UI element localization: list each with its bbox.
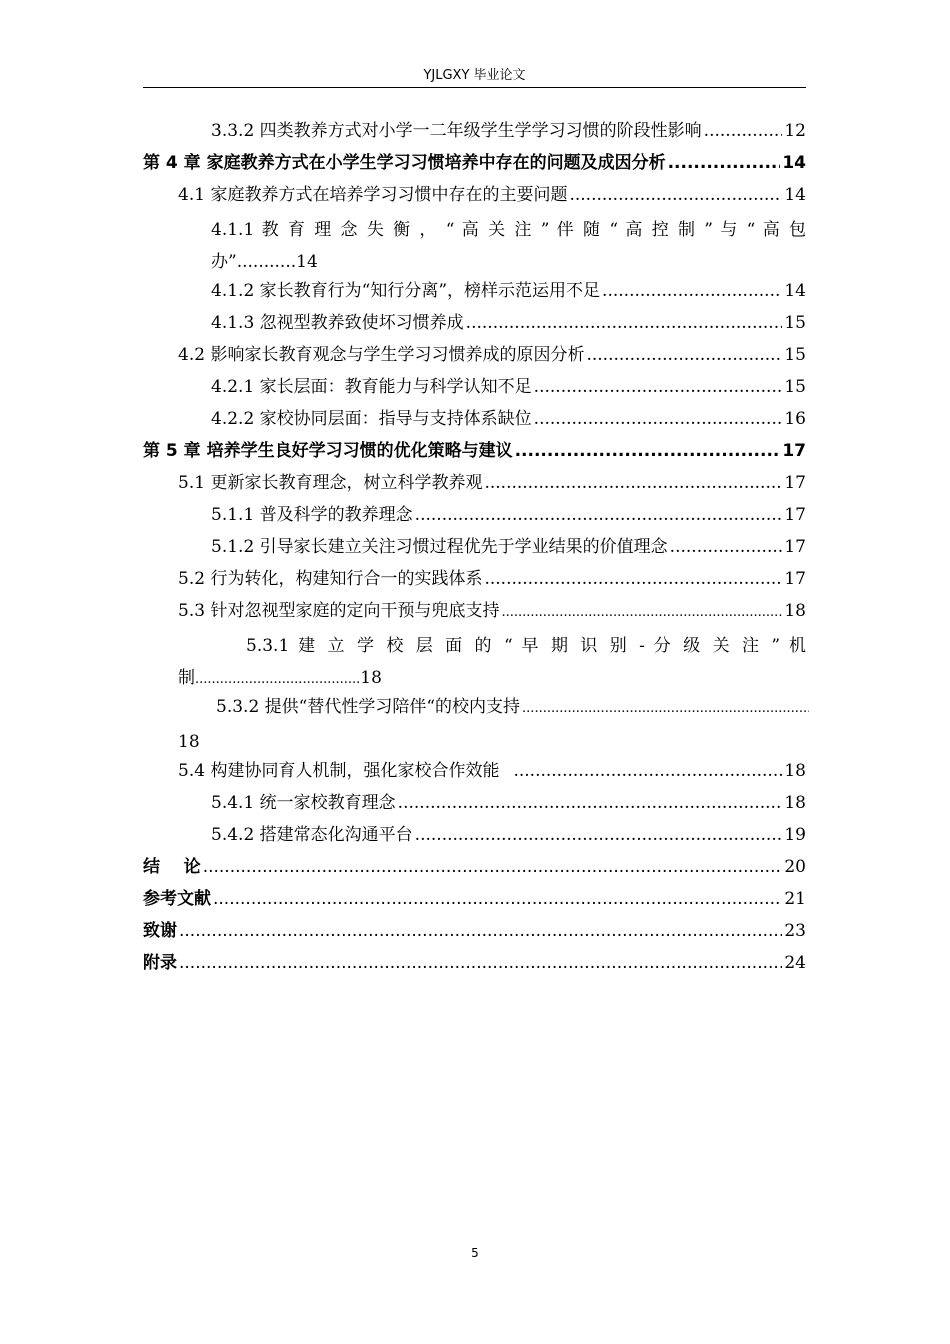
toc-leader-dots xyxy=(466,310,783,336)
toc-page-number: 17 xyxy=(784,505,806,525)
toc-entry-5-3[interactable] xyxy=(143,598,806,630)
toc-entry-title-continued: 制 xyxy=(178,668,195,688)
toc-leader-dots xyxy=(484,566,782,592)
toc-entry-title: 附录 xyxy=(143,953,177,973)
toc-entry-title: 4.2.1 家长层面：教育能力与科学认知不足 xyxy=(211,377,532,397)
toc-entry-5-1[interactable] xyxy=(143,470,806,502)
toc-entry-5-4[interactable] xyxy=(143,758,806,790)
toc-entry-title: 4.1 家庭教养方式在培养学习习惯中存在的主要问题 xyxy=(178,185,568,205)
toc-entry-title: 3.3.2 四类教养方式对小学一二年级学生学学习习惯的阶段性影响 xyxy=(211,121,702,141)
toc-leader-dots xyxy=(415,822,783,848)
toc-page-number: 20 xyxy=(784,857,806,877)
toc-entry-4-1-3[interactable] xyxy=(143,310,806,342)
toc-page-number: 14 xyxy=(296,252,318,272)
toc-leader-dots xyxy=(203,854,783,880)
toc-leader-dots xyxy=(179,918,782,944)
toc-entry-5-3-2[interactable] xyxy=(143,694,806,758)
toc-page-number: 17 xyxy=(784,537,806,557)
toc-page-number: 18 xyxy=(784,793,806,813)
toc-page-number: 14 xyxy=(784,281,806,301)
toc-entry-title: 5.1 更新家长教育理念，树立科学教养观 xyxy=(178,473,483,493)
toc-leader-dots xyxy=(515,438,781,464)
toc-entry-title: 4.2.2 家校协同层面：指导与支持体系缺位 xyxy=(211,409,532,429)
toc-entry-title: 结 论 xyxy=(143,857,201,877)
toc-entry-5-1-2[interactable] xyxy=(143,534,806,566)
toc-entry-title: 5.3.2 提供“替代性学习陪伴“的校内支持 xyxy=(216,697,521,717)
toc-leader-dots xyxy=(415,502,783,528)
toc-page-number: 21 xyxy=(784,889,806,909)
toc-page-number: 17 xyxy=(782,441,806,461)
toc-entry-title: 5.1.1 普及科学的教养理念 xyxy=(211,505,413,525)
toc-entry-title: 5.4.1 统一家校教育理念 xyxy=(211,793,396,813)
toc-page-number: 18 xyxy=(178,732,200,752)
toc-leader-dots xyxy=(668,150,781,176)
toc-entry-5-4-1[interactable] xyxy=(143,790,806,822)
toc-leader-dots xyxy=(179,950,782,976)
toc-entry-title: 4.2 影响家长教育观念与学生学习习惯养成的原因分析 xyxy=(178,345,585,365)
toc-entry-3-3-2[interactable] xyxy=(143,118,806,150)
toc-entry-title: 5.3 针对忽视型家庭的定向干预与兜底支持 xyxy=(178,601,500,621)
toc-leader-dots xyxy=(501,600,782,626)
toc-entry-title: 5.4.2 搭建常态化沟通平台 xyxy=(211,825,413,845)
toc-entry-title: 4.1.1 教 育 理 念 失 衡 ， “ 高 关 注 ” 伴 随 “ 高 控 制 ” 与 “ 高 包 xyxy=(211,220,806,240)
toc-conclusion[interactable] xyxy=(143,854,806,886)
toc-entry-4-2-2[interactable] xyxy=(143,406,806,438)
toc-entry-5-2[interactable] xyxy=(143,566,806,598)
toc-entry-4-2[interactable] xyxy=(143,342,806,374)
toc-leader-dots xyxy=(670,534,783,560)
toc-leader-dots xyxy=(534,374,783,400)
toc-leader-dots xyxy=(704,118,783,144)
toc-entry-title: 第 4 章 家庭教养方式在小学生学习习惯培养中存在的问题及成因分析 xyxy=(143,153,666,173)
toc-entry-4-1[interactable] xyxy=(143,182,806,214)
toc-chapter-5[interactable] xyxy=(143,438,806,470)
toc-entry-title: 5.4 构建协同育人机制，强化家校合作效能 xyxy=(178,761,500,781)
table-of-contents xyxy=(143,118,806,982)
toc-entry-title: 第 5 章 培养学生良好学习习惯的优化策略与建议 xyxy=(143,441,513,461)
toc-entry-title: 参考文献 xyxy=(143,889,211,909)
toc-entry-title: 4.1.3 忽视型教养致使坏习惯养成 xyxy=(211,313,464,333)
toc-entry-5-4-2[interactable] xyxy=(143,822,806,854)
toc-references[interactable] xyxy=(143,886,806,918)
toc-page-number: 14 xyxy=(782,153,806,173)
toc-page-number: 14 xyxy=(784,185,806,205)
toc-entry-title: 5.2 行为转化，构建知行合一的实践体系 xyxy=(178,569,483,589)
toc-leader-dots xyxy=(534,406,783,432)
toc-entry-title: 5.1.2 引导家长建立关注习惯过程优先于学业结果的价值理念 xyxy=(211,537,668,557)
toc-leader-dots xyxy=(398,790,783,816)
page-number: 5 xyxy=(471,1246,479,1260)
toc-leader-dots xyxy=(569,182,782,208)
toc-page-number: 23 xyxy=(784,921,806,941)
toc-entry-4-1-1[interactable] xyxy=(143,214,806,278)
toc-entry-5-3-1[interactable] xyxy=(143,630,806,694)
running-header: YJLGXY 毕业论文 xyxy=(423,68,526,83)
toc-page-number: 16 xyxy=(784,409,806,429)
toc-page-number: 19 xyxy=(784,825,806,845)
toc-leader-dots xyxy=(513,758,782,784)
toc-appendix[interactable] xyxy=(143,950,806,982)
toc-page-number: 24 xyxy=(784,953,806,973)
toc-page-number: 17 xyxy=(784,473,806,493)
toc-leader-dots xyxy=(213,886,782,912)
toc-page-number: 15 xyxy=(784,377,806,397)
toc-entry-title-continued: 办” xyxy=(211,252,237,272)
toc-entry-4-1-2[interactable] xyxy=(143,278,806,310)
toc-entry-title: 5.3.1 建 立 学 校 层 面 的 “ 早 期 识 别 - 分 级 关 注 ” 机 xyxy=(246,636,806,656)
toc-page-number: 15 xyxy=(784,313,806,333)
toc-page-number: 12 xyxy=(784,121,806,141)
toc-entry-4-2-1[interactable] xyxy=(143,374,806,406)
toc-acknowledgements[interactable] xyxy=(143,918,806,950)
toc-leader-dots xyxy=(522,696,809,722)
toc-leader-dots xyxy=(586,342,782,368)
toc-entry-title: 4.1.2 家长教育行为“知行分离”，榜样示范运用不足 xyxy=(211,281,601,301)
toc-page-number: 15 xyxy=(784,345,806,365)
toc-chapter-4[interactable] xyxy=(143,150,806,182)
toc-entry-5-1-1[interactable] xyxy=(143,502,806,534)
toc-page-number: 17 xyxy=(784,569,806,589)
header-rule xyxy=(143,87,806,88)
toc-leader-dots xyxy=(484,470,782,496)
toc-leader-dots: ........................................ xyxy=(195,672,361,687)
toc-page-number: 18 xyxy=(784,761,806,781)
toc-page-number: 18 xyxy=(360,668,382,688)
toc-leader-dots xyxy=(602,278,782,304)
toc-page-number: 18 xyxy=(784,601,806,621)
toc-entry-title: 致谢 xyxy=(143,921,177,941)
toc-leader-dots: ........... xyxy=(236,252,297,272)
